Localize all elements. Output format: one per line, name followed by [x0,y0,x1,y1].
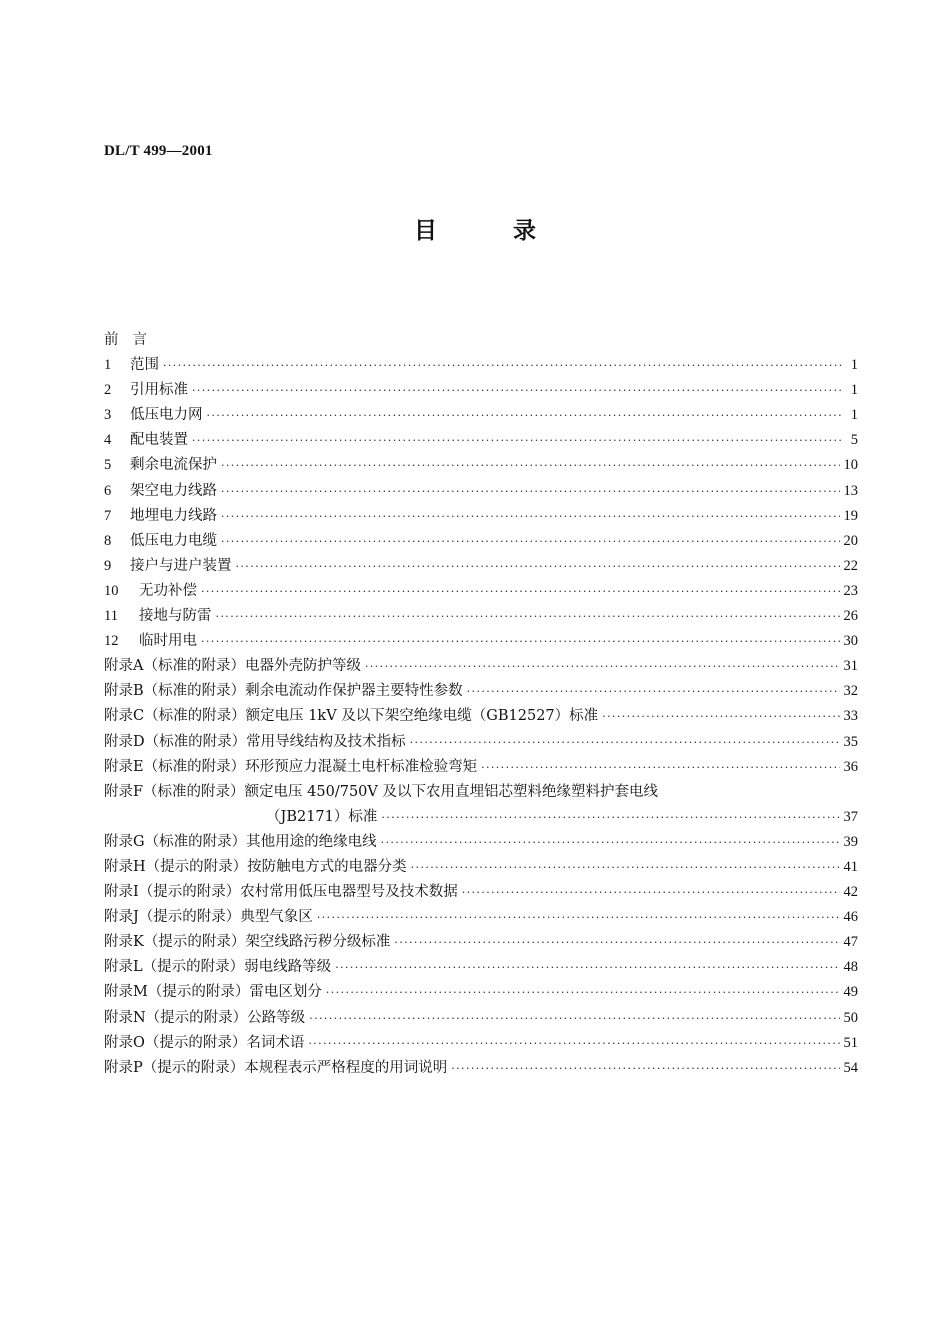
toc-entry-label: 附录D（标准的附录）常用导线结构及技术指标 [104,733,406,750]
toc-entry-number: 4 [104,432,112,449]
toc-entry-number: 6 [104,482,112,499]
toc-entry-label: 附录J（提示的附录）典型气象区 [104,909,313,926]
toc-leader-dots [216,604,840,629]
toc-entry-label: 配电装置 [130,432,188,449]
toc-leader-dots [207,403,845,428]
toc-entry-label: 临时用电 [139,633,197,650]
toc-entry[interactable] [104,604,858,629]
toc-leader-dots [309,1006,839,1031]
toc-entry-label: 架空电力线路 [130,482,217,499]
toc-entry-label: 引用标准 [130,382,188,399]
toc-entry[interactable] [104,880,858,905]
toc-entry-label: 附录G（标准的附录）其他用途的绝缘电线 [104,833,377,850]
toc-entry[interactable] [104,905,858,930]
toc-leader-dots [221,453,840,478]
toc-entry-label: 低压电力网 [130,407,203,424]
toc-entry-number: 1 [104,357,112,374]
toc-entry-page: 54 [843,1059,858,1076]
toc-entry-label: 附录O（提示的附录）名词术语 [104,1034,305,1051]
toc-entry-label: 接户与进户装置 [130,557,232,574]
toc-entry-label: 附录C（标准的附录）额定电压 1kV 及以下架空绝缘电缆（GB12527）标准 [104,708,599,725]
toc-leader-dots [317,905,840,930]
toc-entry-label: 附录F（标准的附录）额定电压 450/750V 及以下农用直埋铝芯塑料绝缘塑料护套电线 [104,783,658,800]
toc-entry[interactable] [104,479,858,504]
toc-entry-page: 1 [850,407,858,424]
toc-leader-dots [308,1031,839,1056]
toc-entry[interactable] [104,654,858,679]
toc-entry-page: 22 [843,557,858,574]
toc-leader-dots [410,730,840,755]
toc-entry[interactable] [104,579,858,604]
toc-entry-page: 36 [843,758,858,775]
toc-entry-label: 附录B（标准的附录）剩余电流动作保护器主要特性参数 [104,683,463,700]
toc-entry-page: 46 [843,909,858,926]
toc-entry[interactable] [104,930,858,955]
toc-entry-page: 33 [843,708,858,725]
toc-leader-dots [394,930,839,955]
toc-entry-label: 低压电力电缆 [130,532,217,549]
toc-entry-number: 12 [104,633,119,650]
toc-entry-page: 49 [843,984,858,1001]
toc-entry-page: 30 [843,633,858,650]
toc-leader-dots [602,704,839,729]
toc-leader-dots [365,654,840,679]
document-code: DL/T 499—2001 [104,143,213,159]
toc-entry[interactable] [104,730,858,755]
toc-entry-label: 前言 [104,332,161,348]
toc-entry-label: 地埋电力线路 [130,507,217,524]
toc-entry-page: 39 [843,833,858,850]
toc-entry-label: 附录H（提示的附录）按防触电方式的电器分类 [104,858,407,875]
toc-leader-dots [451,1056,839,1081]
toc-entry-label: 附录E（标准的附录）环形预应力混凝土电杆标准检验弯矩 [104,758,478,775]
toc-leader-dots [236,554,840,579]
toc-entry-number: 9 [104,557,112,574]
toc-entry[interactable] [104,830,858,855]
toc-entry[interactable] [104,453,858,478]
toc-entry[interactable] [104,679,858,704]
toc-entry-label: 剩余电流保护 [130,457,217,474]
toc-leader-dots [481,755,839,780]
toc-entry-page: 31 [843,658,858,675]
toc-leader-dots [201,579,840,604]
toc-entry-page: 37 [843,808,858,825]
toc-entry-page: 35 [843,733,858,750]
toc-leader-dots [221,504,840,529]
toc-entry-page: 19 [843,507,858,524]
toc-entry[interactable] [104,378,858,403]
toc-entry-label: 附录L（提示的附录）弱电线路等级 [104,959,332,976]
toc-entry-label: 附录A（标准的附录）电器外壳防护等级 [104,658,361,675]
toc-entry[interactable] [104,353,858,378]
toc-entry-page: 1 [850,382,858,399]
toc-leader-dots [462,880,840,905]
toc-entry-label: 接地与防雷 [139,608,212,625]
toc-entry-label: （JB2171）标准 [266,808,378,825]
toc-entry-number: 8 [104,532,112,549]
toc-entry-number: 2 [104,382,112,399]
toc-leader-dots [326,980,840,1005]
toc-entry-page: 47 [843,934,858,951]
toc-entry-label: 范围 [130,357,159,374]
toc-entry-page: 10 [843,457,858,474]
toc-entry[interactable] [104,1031,858,1056]
toc-entry-page: 41 [843,858,858,875]
toc-entry-page: 50 [843,1009,858,1026]
toc-leader-dots [221,479,840,504]
toc-leader-dots [467,679,840,704]
toc-entry-page: 20 [843,532,858,549]
toc-entry[interactable] [104,629,858,654]
toc-entry[interactable] [104,855,858,880]
toc-entry-page: 48 [843,959,858,976]
page-title [0,212,950,245]
toc-entry-label: 附录N（提示的附录）公路等级 [104,1009,306,1026]
toc-entry[interactable] [104,504,858,529]
toc-leader-dots [381,830,840,855]
toc-entry-page: 1 [850,357,858,374]
toc-entry-number: 11 [104,608,118,625]
toc-entry-label: 附录I（提示的附录）农村常用低压电器型号及技术数据 [104,884,458,901]
toc-entry-label: 附录P（提示的附录）本规程表示严格程度的用词说明 [104,1059,448,1076]
toc-entry[interactable] [104,955,858,980]
toc-leader-dots [192,378,844,403]
toc-entry[interactable] [104,805,858,830]
toc-entry-number: 7 [104,507,112,524]
toc-leader-dots [411,855,840,880]
toc-leader-dots [381,805,839,830]
toc-entry[interactable] [104,529,858,554]
title-char-2: 录 [513,218,536,244]
toc-entry-number: 3 [104,407,112,424]
toc-entry[interactable] [104,1056,858,1081]
toc-leader-dots [221,529,840,554]
toc-entry[interactable] [104,755,858,780]
toc-leader-dots [163,353,844,378]
toc-entry[interactable] [104,1006,858,1031]
toc-leader-dots [335,955,839,980]
toc-entry[interactable] [104,980,858,1005]
toc-entry-label: 无功补偿 [139,582,197,599]
toc-entry-page: 13 [843,482,858,499]
toc-entry-preface[interactable] [104,328,858,353]
toc-entry-page: 23 [843,582,858,599]
table-of-contents [104,328,858,1081]
toc-entry[interactable] [104,780,858,805]
toc-entry-page: 42 [843,884,858,901]
toc-entry[interactable] [104,704,858,729]
toc-entry[interactable] [104,554,858,579]
toc-entry-page: 32 [843,683,858,700]
title-char-1: 目 [414,218,437,244]
toc-leader-dots [192,428,844,453]
toc-entry-number: 5 [104,457,112,474]
toc-entry[interactable] [104,403,858,428]
toc-entry-label: 附录M（提示的附录）雷电区划分 [104,984,322,1001]
toc-entry-page: 5 [850,432,858,449]
toc-entry-label: 附录K（提示的附录）架空线路污秽分级标准 [104,934,391,951]
toc-entry-page: 51 [843,1034,858,1051]
toc-leader-dots [201,629,840,654]
toc-entry[interactable] [104,428,858,453]
toc-entry-number: 10 [104,582,119,599]
toc-entry-page: 26 [843,608,858,625]
